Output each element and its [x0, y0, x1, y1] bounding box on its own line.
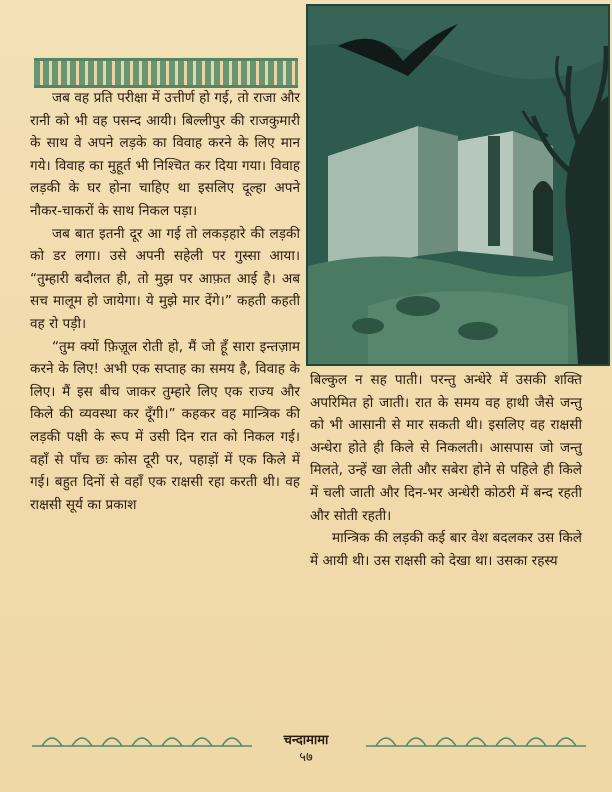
paragraph: बिल्कुल न सह पाती। परन्तु अन्धेरे में उसकी शक्ति अपरिमित हो जाती। रात के समय वह हाथी जैसे जन्तु को भी आसानी से मार सकती थी। इसलिए वह राक्षसी अन्धेरा होते ही किले से निकलती। आसपास जो जन्तु मिलते, उन्हें खा लेती और सबेरा होने से पहिले ही किले में चली जाती और दिन-भर अन्धेरी कोठरी में बन्द रहती और सोती रहती।	[310, 372, 582, 524]
paragraph: “तुम क्यों फ़िज़ूल रोती हो, मैं जो हूँ सारा इन्तज़ाम करने के लिए! अभी एक सप्ताह का समय है, विवाह के लिए। मैं इस बीच जाकर तुम्हारे लिए एक राज्य और किले की व्यवस्था कर दूँगी।” कहकर वह मान्त्रिक की लड़की पक्षी के रूप में उसी दिन रात को निकल गई। वहाँ से पाँच छः कोस दूरी पर, पहाड़ों में एक किले में गई। बहुत दिनों से वहाँ एक राक्षसी रहा करती थी। वह राक्षसी सूर्य का प्रकाश	[30, 338, 300, 513]
castle-illustration	[306, 4, 610, 366]
text-column-right	[310, 369, 582, 572]
paragraph: मान्त्रिक की लड़की कई बार वेश बदलकर उस किले में आयी थी। उस राक्षसी को देखा था। उसका रहस्य	[310, 530, 582, 569]
page-footer	[0, 716, 612, 776]
text-column-left	[30, 87, 300, 516]
castle-bird-icon	[308, 6, 608, 364]
decorative-border	[34, 58, 298, 88]
floral-ornament-icon	[32, 726, 252, 754]
magazine-title: चन्दामामा	[283, 733, 329, 748]
paragraph: जब बात इतनी दूर आ गई तो लकड़हारे की लड़की को डर लगा। उसे अपनी सहेली पर गुस्सा आया। “तुम्हारी बदौलत ही, तो मुझ पर आफ़त आई है। अब सच मालूम हो जायेगा। ये मुझे मार देंगे।” कहती कहती वह रो पड़ी।	[30, 225, 300, 332]
paragraph: जब वह प्रति परीक्षा में उत्तीर्ण हो गई, तो राजा और रानी को भी वह पसन्द आयी। बिल्लीपुर की राजकुमारी के साथ वे अपने लड़के का विवाह करने के लिए मान गये। विवाह का मुहूर्त भी निश्चित कर दिया गया। विवाह लड़की के घर होना चाहिए था इसलिए दूल्हा अपने नौकर-चाकरों के साथ निकल पड़ा।	[30, 90, 300, 219]
floral-ornament-icon	[366, 726, 586, 754]
page-number: ५७	[299, 750, 313, 765]
